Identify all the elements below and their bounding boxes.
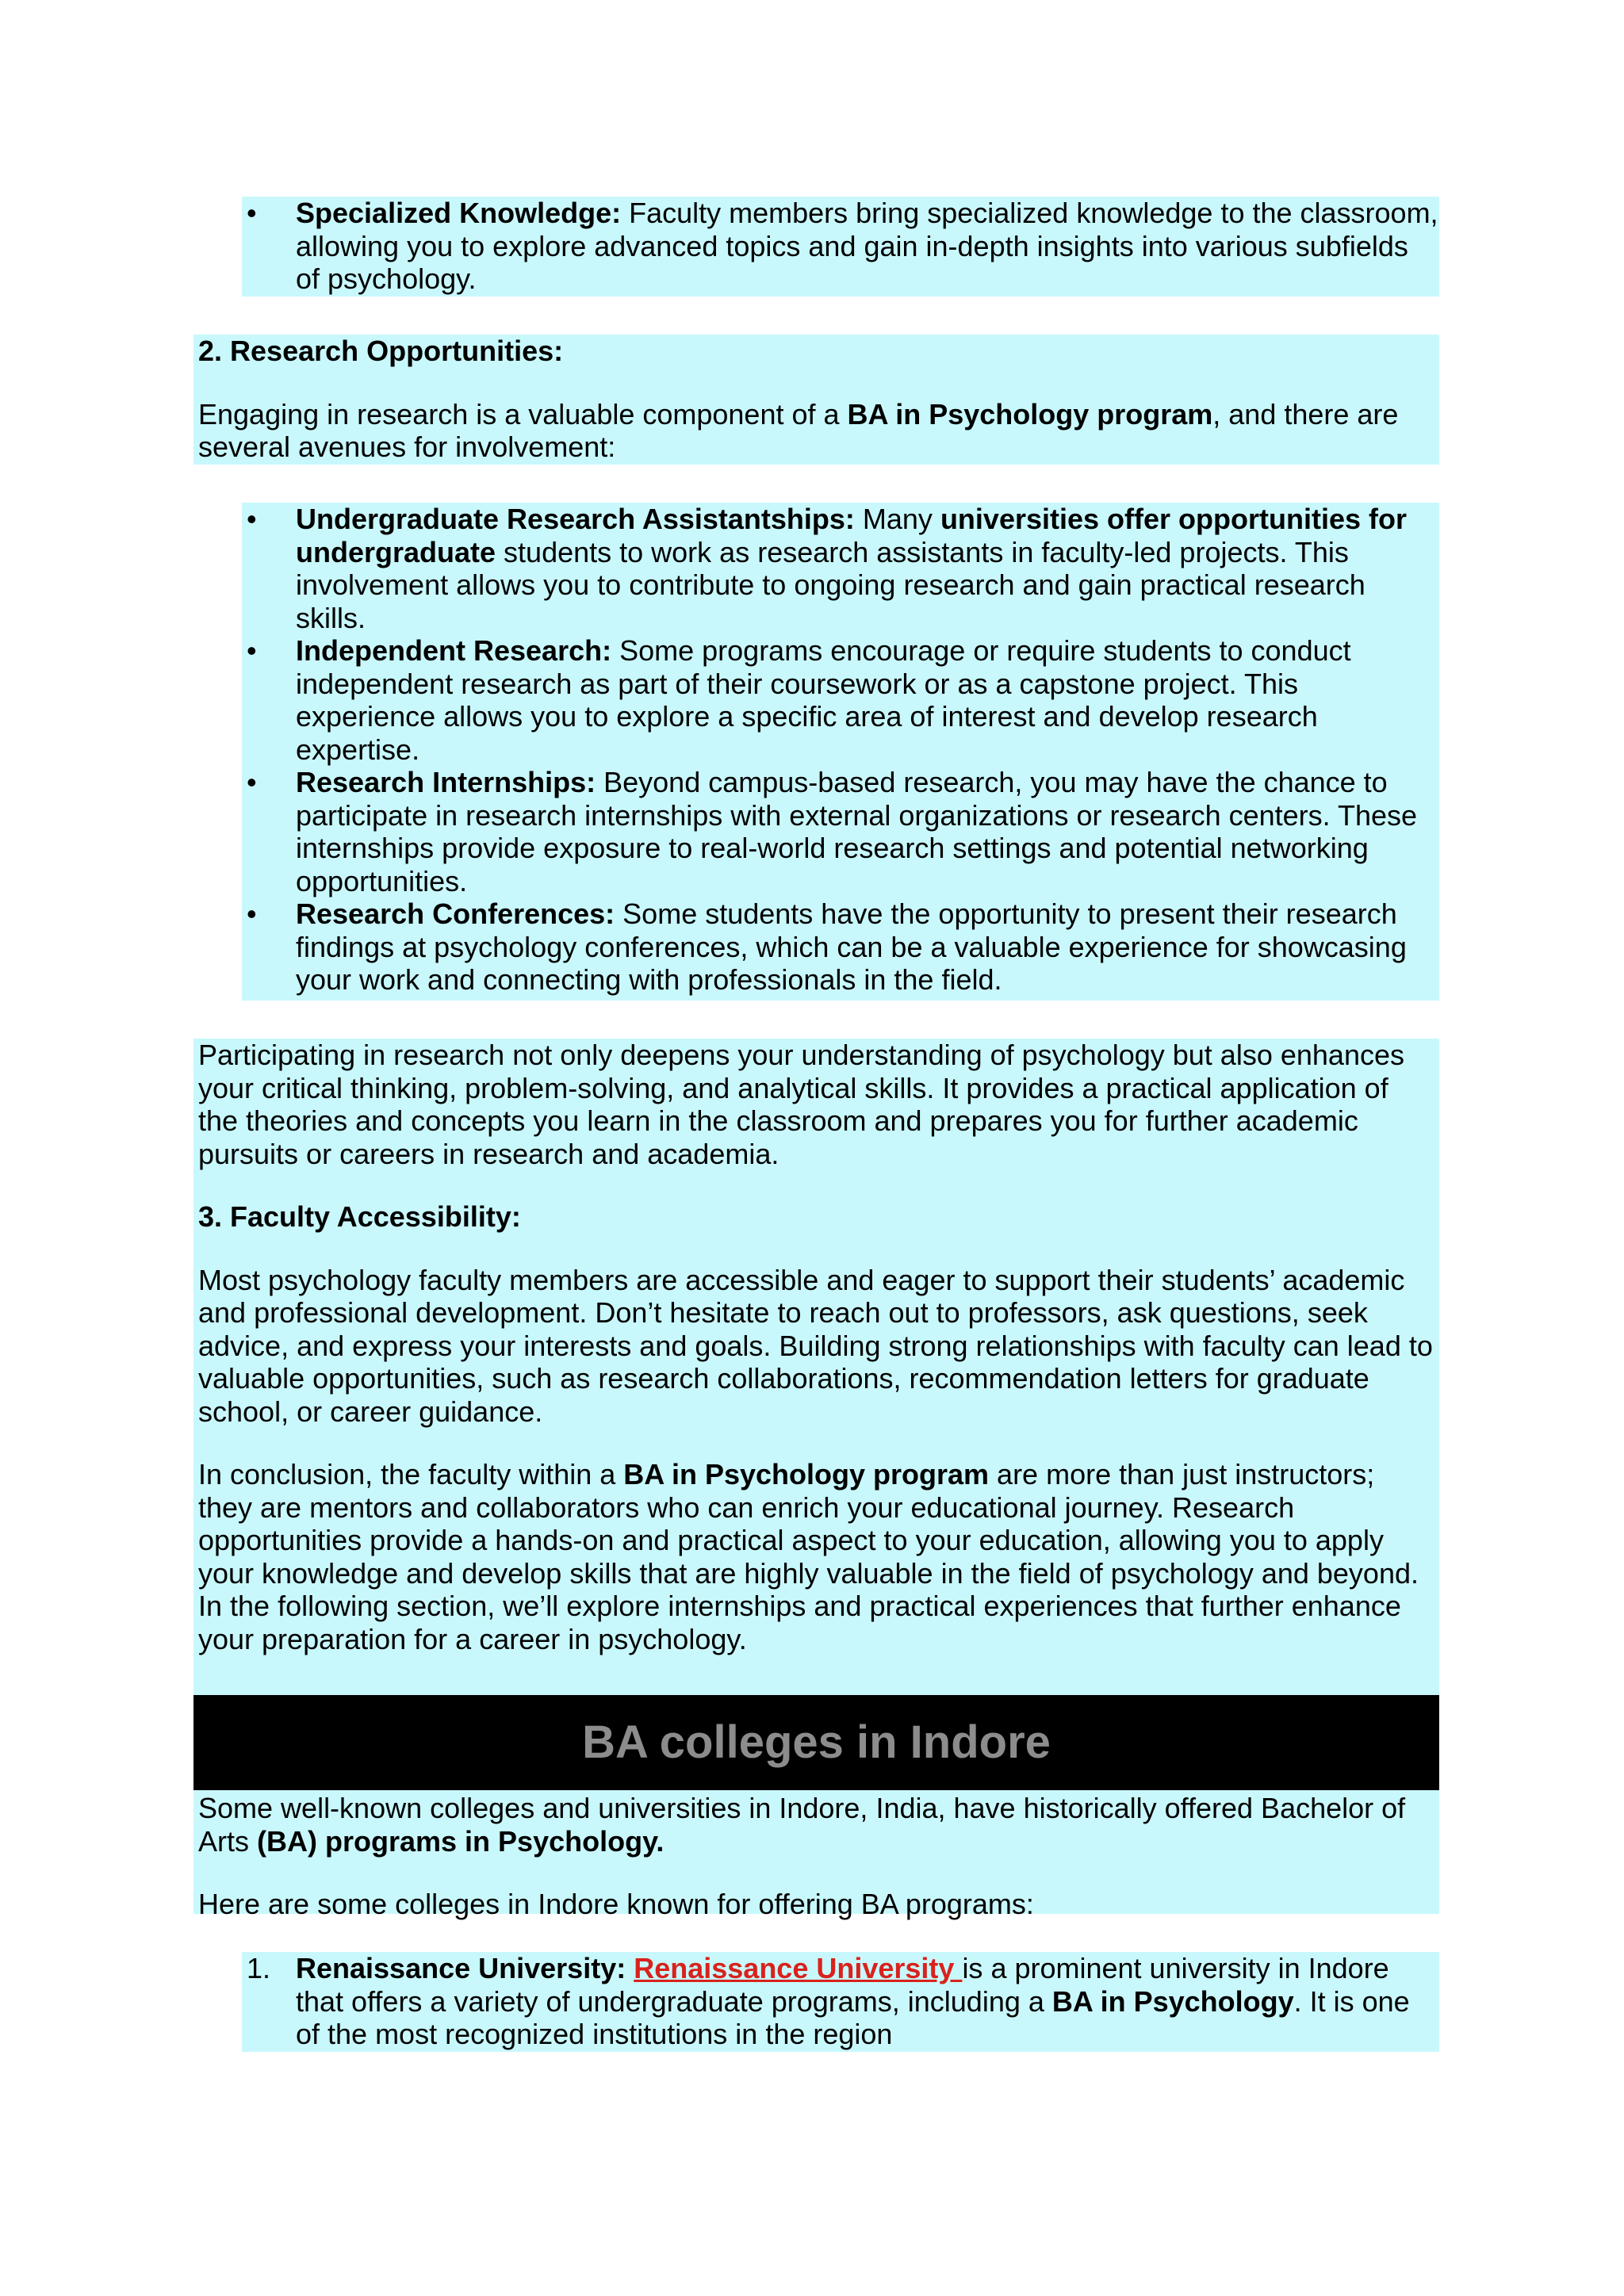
faculty-conclusion bbox=[198, 1458, 1434, 1655]
list-item-text: Many bbox=[854, 503, 940, 535]
research-heading: 2. Research Opportunities: bbox=[198, 335, 564, 367]
list-number: 1. bbox=[247, 1952, 271, 1984]
faculty-conclusion-bold: BA in Psychology program bbox=[623, 1458, 990, 1490]
list-item bbox=[242, 897, 1439, 997]
bullet-icon: • bbox=[247, 503, 257, 535]
list-item-bold-label: Independent Research: bbox=[296, 634, 612, 667]
list-item-bold-phrase: BA in Psychology bbox=[1051, 1984, 1294, 2018]
bullet-icon: • bbox=[247, 766, 257, 798]
list-item-bold-label: Research Conferences: bbox=[296, 897, 615, 930]
list-item bbox=[242, 197, 1439, 296]
list-item-text: Beyond campus-based research, you may have the chance to participate in research internships with external organizations or research centers. These internships provide exposure to real-world research settings and potential networking opportunities. bbox=[296, 766, 1418, 897]
faculty-conclusion-post: are more than just instructors; they are mentors and collaborators who can enrich your educational journey. Research opportunities provide a hands-on and practical aspect to your education, allowing you to apply your knowledge and develop skills that are highly valuable in the field of psychology and beyond. In the following section, we’ll explore internships and practical experiences that further enhance your preparation for a career in psychology. bbox=[198, 1458, 1419, 1655]
specialized-knowledge-list bbox=[242, 197, 1439, 297]
colleges-intro-pre: Some well-known colleges and universities in Indore, India, have historically offered Bachelor of Arts bbox=[198, 1792, 1406, 1858]
research-conclusion: Participating in research not only deepens your understanding of psychology but also enhances your critical thinking, problem-solving, and analytical skills. It provides a practical application of the theories and concepts you learn in the classroom and prepares you for further academic pursuits or careers in research and academia. bbox=[198, 1039, 1404, 1170]
research-avenues-list bbox=[242, 503, 1439, 1001]
list-item bbox=[242, 503, 1439, 634]
faculty-paragraph: Most psychology faculty members are accessible and eager to support their students’ academic and professional development. Don’t hesitate to reach out to professors, ask questions, seek advice, and express your interests and goals. Building strong relationships with faculty can lead to valuable opportunities, such as research collaborations, recommendation letters for graduate school, or career guidance. bbox=[198, 1263, 1433, 1428]
research-intro-block bbox=[193, 335, 1439, 465]
list-item-text: . It is one of the most recognized institutions in the region bbox=[296, 1984, 1410, 2050]
colleges-intro-block bbox=[193, 1790, 1439, 1920]
list-item bbox=[242, 766, 1439, 897]
bullet-icon: • bbox=[247, 634, 257, 667]
list-item-bold-label: Undergraduate Research Assistantships: bbox=[296, 503, 855, 535]
list-item-bold-label: Renaissance University: bbox=[296, 1952, 626, 1984]
colleges-list-intro: Here are some colleges in Indore known for offering BA programs: bbox=[198, 1888, 1034, 1920]
banner-title: BA colleges in Indore bbox=[582, 1716, 1051, 1768]
list-item-bold-phrase: universities offer opportunities for undergraduate bbox=[296, 503, 1407, 568]
list-item-text: Some students have the opportunity to present their research findings at psychology conferences, which can be a valuable experience for showcasing your work and connecting with professionals in the field. bbox=[296, 897, 1407, 996]
research-intro-bold: BA in Psychology program bbox=[847, 397, 1213, 430]
renaissance-university-link[interactable]: Renaissance University bbox=[634, 1952, 963, 1984]
research-intro-pre: Engaging in research is a valuable component of a bbox=[198, 397, 848, 430]
list-item bbox=[242, 1952, 1439, 2051]
research-intro bbox=[198, 398, 1434, 464]
bullet-icon: • bbox=[247, 197, 257, 229]
list-item-text: is a prominent university in Indore that offers a variety of undergraduate programs, including a bbox=[296, 1952, 1389, 2018]
colleges-list bbox=[242, 1952, 1439, 2052]
colleges-intro-bold: (BA) programs in Psychology. bbox=[257, 1824, 665, 1858]
bullet-icon: • bbox=[247, 897, 257, 930]
list-item-text: Some programs encourage or require students to conduct independent research as part of their coursework or as a capstone project. This experience allows you to explore a specific area of interest and develop research expertise. bbox=[296, 634, 1351, 766]
list-item-bold-label: Specialized Knowledge: bbox=[296, 197, 622, 229]
faculty-conclusion-pre: In conclusion, the faculty within a bbox=[198, 1458, 624, 1490]
faculty-section-block bbox=[193, 1039, 1439, 1695]
list-item-text: students to work as research assistants in faculty-led projects. This involvement allows you to contribute to ongoing research and gain practical research skills. bbox=[296, 535, 1365, 634]
list-item-bold-label: Research Internships: bbox=[296, 766, 596, 798]
list-item bbox=[242, 634, 1439, 766]
section-banner bbox=[193, 1695, 1439, 1790]
research-intro-post: , and there are several avenues for involvement: bbox=[198, 397, 1399, 463]
list-item-text: Faculty members bring specialized knowledge to the classroom, allowing you to explore advanced topics and gain in-depth insights into various subfields of psychology. bbox=[296, 197, 1438, 295]
colleges-intro bbox=[198, 1790, 1434, 1858]
faculty-heading: 3. Faculty Accessibility: bbox=[198, 1200, 521, 1233]
